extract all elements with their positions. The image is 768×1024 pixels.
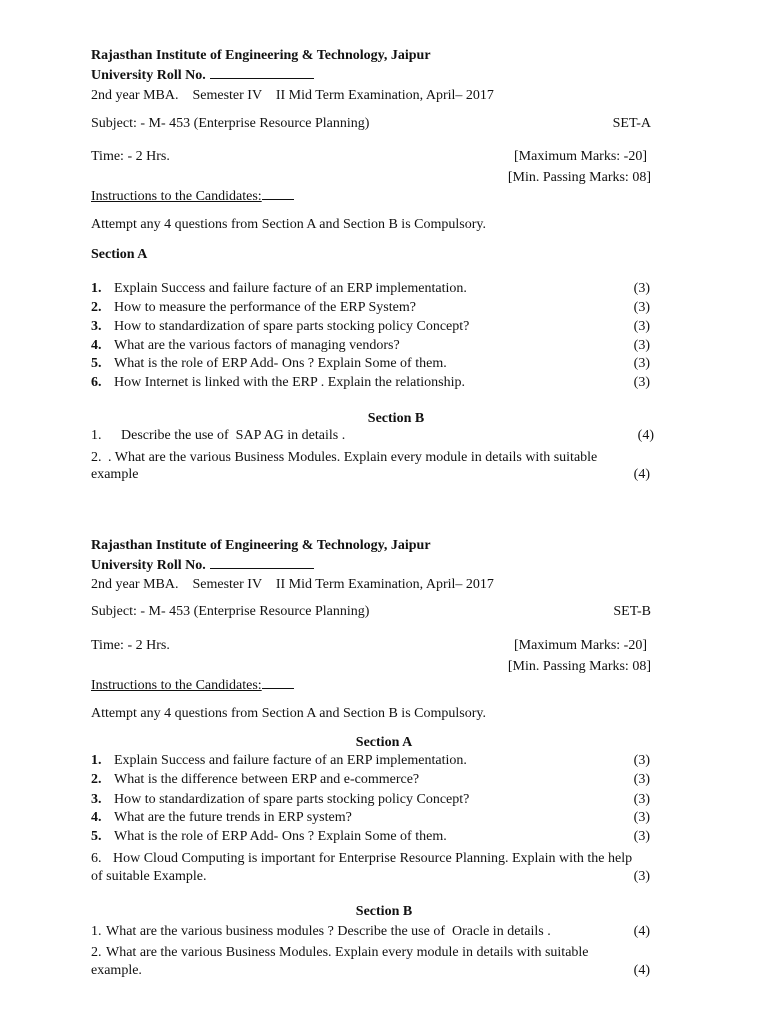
question-text-continued: example xyxy=(91,467,139,482)
question-text-continued: example. xyxy=(91,963,142,978)
question-marks: (3) xyxy=(633,281,650,296)
question-marks: (3) xyxy=(633,772,650,787)
time-line: Time: - 2 Hrs. xyxy=(91,149,170,164)
question-marks: (3) xyxy=(633,753,650,768)
question-text: What is the role of ERP Add- Ons ? Explain Some of them. xyxy=(114,356,447,371)
instructions-heading: Instructions to the Candidates: xyxy=(91,676,294,695)
instructions-text: Attempt any 4 questions from Section A and Section B is Compulsory. xyxy=(91,706,486,721)
question-number: 2. xyxy=(91,300,102,315)
instructions-heading: Instructions to the Candidates: xyxy=(91,187,294,206)
question-text: How Cloud Computing is important for Enterprise Resource Planning. Explain with the help xyxy=(113,851,633,866)
min-marks: [Min. Passing Marks: 08] xyxy=(507,659,651,674)
question-text: What is the role of ERP Add- Ons ? Explain Some of them. xyxy=(114,829,447,844)
question-text: How to standardization of spare parts stocking policy Concept? xyxy=(114,792,470,807)
max-marks: [Maximum Marks: -20] xyxy=(514,149,647,164)
question-number: 1. xyxy=(91,281,102,296)
subject-line: Subject: - M- 453 (Enterprise Resource Planning) xyxy=(91,604,370,619)
max-marks: [Maximum Marks: -20] xyxy=(514,638,647,653)
question-text: How to measure the performance of the ERP System? xyxy=(114,300,416,315)
exam-line: 2nd year MBA. Semester IV II Mid Term Examination, April– 2017 xyxy=(91,88,494,103)
question-marks: (3) xyxy=(633,338,650,353)
question-marks: (3) xyxy=(633,375,650,390)
question-number: 1. xyxy=(91,428,102,443)
subject-line: Subject: - M- 453 (Enterprise Resource Planning) xyxy=(91,116,370,131)
question-text: Describe the use of SAP AG in details . xyxy=(121,428,346,443)
question-text: Explain Success and failure facture of an ERP implementation. xyxy=(114,281,467,296)
question-text: What are the various business modules ? Describe the use of Oracle in details . xyxy=(106,924,551,939)
question-number: 5. xyxy=(91,829,102,844)
question-number: 2. xyxy=(91,450,102,465)
question-number: 4. xyxy=(91,810,102,825)
question-number: 3. xyxy=(91,319,102,334)
question-marks: (3) xyxy=(633,829,650,844)
instructions-text: Attempt any 4 questions from Section A and Section B is Compulsory. xyxy=(91,217,486,232)
roll-number-blank xyxy=(210,556,314,569)
question-number: 6. xyxy=(91,851,102,866)
question-marks: (4) xyxy=(637,428,654,443)
question-number: 4. xyxy=(91,338,102,353)
institute-name: Rajasthan Institute of Engineering & Technology, Jaipur xyxy=(91,48,431,63)
question-marks: (4) xyxy=(633,924,650,939)
question-number: 3. xyxy=(91,792,102,807)
roll-number-label: University Roll No. xyxy=(91,66,314,85)
section-b-title: Section B xyxy=(367,411,425,426)
question-number: 1. xyxy=(91,753,102,768)
set-label: SET-A xyxy=(612,116,651,131)
roll-number-blank xyxy=(210,66,314,79)
question-number: 6. xyxy=(91,375,102,390)
question-text: Explain Success and failure facture of an ERP implementation. xyxy=(114,753,467,768)
question-marks: (3) xyxy=(633,356,650,371)
question-marks: (3) xyxy=(633,810,650,825)
section-a-title: Section A xyxy=(355,735,413,750)
question-number: 2. xyxy=(91,945,102,960)
question-text-continued: of suitable Example. xyxy=(91,869,207,884)
question-number: 5. xyxy=(91,356,102,371)
time-line: Time: - 2 Hrs. xyxy=(91,638,170,653)
min-marks: [Min. Passing Marks: 08] xyxy=(507,170,651,185)
question-number: 1. xyxy=(91,924,102,939)
question-text: . What are the various Business Modules. Explain every module in details with suitable xyxy=(108,450,598,465)
question-marks: (3) xyxy=(633,300,650,315)
question-marks: (3) xyxy=(633,869,650,884)
question-text: How Internet is linked with the ERP . Explain the relationship. xyxy=(114,375,465,390)
institute-name: Rajasthan Institute of Engineering & Technology, Jaipur xyxy=(91,538,431,553)
section-b-title: Section B xyxy=(355,904,413,919)
question-marks: (3) xyxy=(633,792,650,807)
section-a-title: Section A xyxy=(91,247,148,262)
roll-number-label: University Roll No. xyxy=(91,556,314,575)
question-number: 2. xyxy=(91,772,102,787)
question-marks: (4) xyxy=(633,467,650,482)
question-text: What is the difference between ERP and e-commerce? xyxy=(114,772,420,787)
question-text: What are the future trends in ERP system? xyxy=(114,810,352,825)
set-label: SET-B xyxy=(613,604,651,619)
question-marks: (4) xyxy=(633,963,650,978)
exam-line: 2nd year MBA. Semester IV II Mid Term Examination, April– 2017 xyxy=(91,577,494,592)
question-text: What are the various Business Modules. Explain every module in details with suitable xyxy=(106,945,589,960)
question-text: How to standardization of spare parts stocking policy Concept? xyxy=(114,319,470,334)
question-text: What are the various factors of managing vendors? xyxy=(114,338,400,353)
question-marks: (3) xyxy=(633,319,650,334)
